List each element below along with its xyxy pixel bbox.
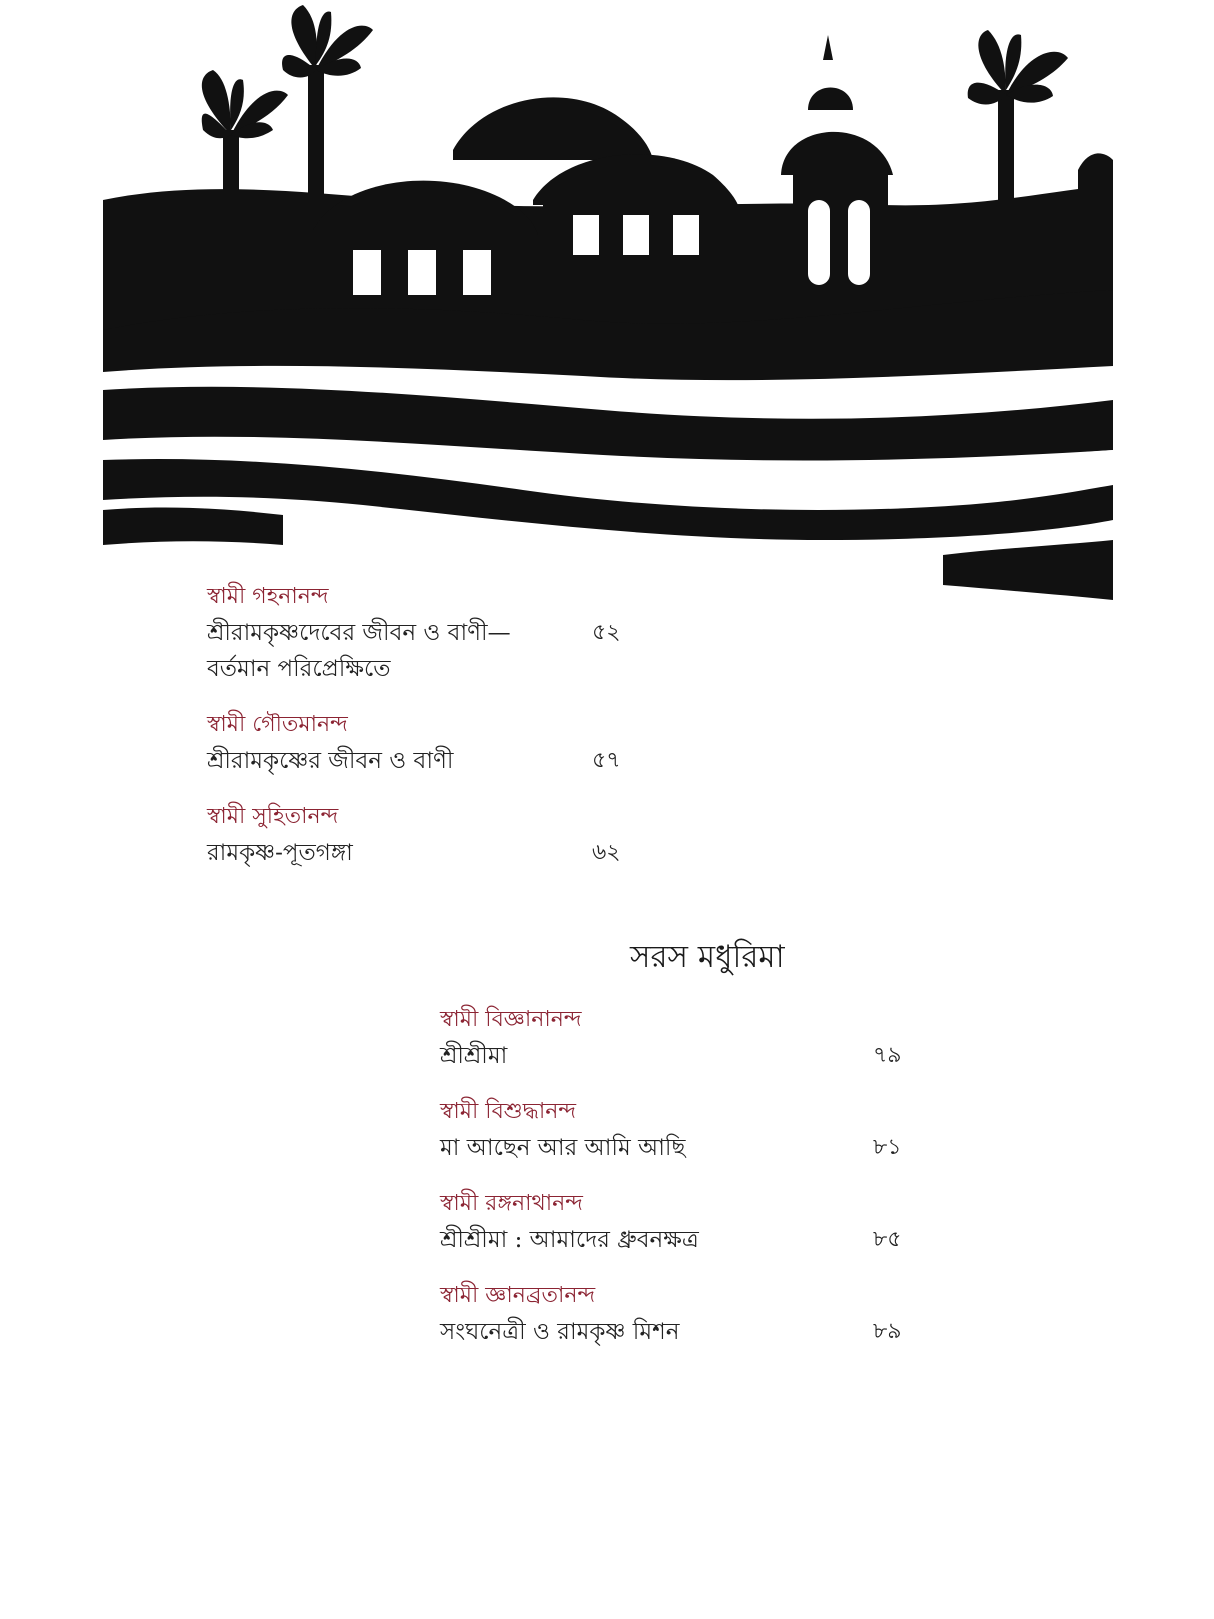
section-heading: সরস মধুরিমা [630,939,785,975]
toc-entry-6 [440,1189,920,1259]
article-title[interactable]: শ্রীশ্রীমা [440,1043,508,1069]
page-number: ৮৯ [873,1319,902,1344]
author-name: স্বামী সুহিতানন্দ [207,804,339,829]
article-title-continued[interactable]: বর্তমান পরিপ্রেক্ষিতে [207,656,391,682]
author-name: স্বামী বিশুদ্ধানন্দ [440,1099,577,1124]
page-number: ৫২ [592,620,621,645]
page-number: ৭৯ [873,1043,902,1068]
toc-entry-3 [207,802,627,872]
page-number: ৮৫ [873,1227,902,1252]
toc-entry-4 [440,1005,920,1075]
village-temple-woodcut-icon [103,0,1113,620]
article-title[interactable]: মা আছেন আর আমি আছি [440,1135,686,1161]
author-name: স্বামী জ্ঞানব্রতানন্দ [440,1283,596,1308]
toc-entry-7 [440,1281,920,1351]
article-title[interactable]: শ্রীরামকৃষ্ণদেবের জীবন ও বাণী— [207,620,511,646]
page-number: ৬২ [592,840,621,865]
author-name: স্বামী গৌতমানন্দ [207,712,348,737]
article-title[interactable]: সংঘনেত্রী ও রামকৃষ্ণ মিশন [440,1319,680,1345]
toc-entry-1 [207,582,627,682]
toc-entry-5 [440,1097,920,1167]
article-title[interactable]: রামকৃষ্ণ-পূতগঙ্গা [207,840,353,866]
author-name: স্বামী রঙ্গনাথানন্দ [440,1191,583,1216]
page-number: ৫৭ [592,748,621,773]
toc-entry-2 [207,710,627,780]
article-title[interactable]: শ্রীরামকৃষ্ণের জীবন ও বাণী [207,748,454,774]
page-number: ৮১ [873,1135,902,1160]
author-name: স্বামী বিজ্ঞানানন্দ [440,1007,582,1032]
author-name: স্বামী গহনানন্দ [207,584,329,609]
article-title[interactable]: শ্রীশ্রীমা : আমাদের ধ্রুবনক্ষত্র [440,1227,699,1253]
